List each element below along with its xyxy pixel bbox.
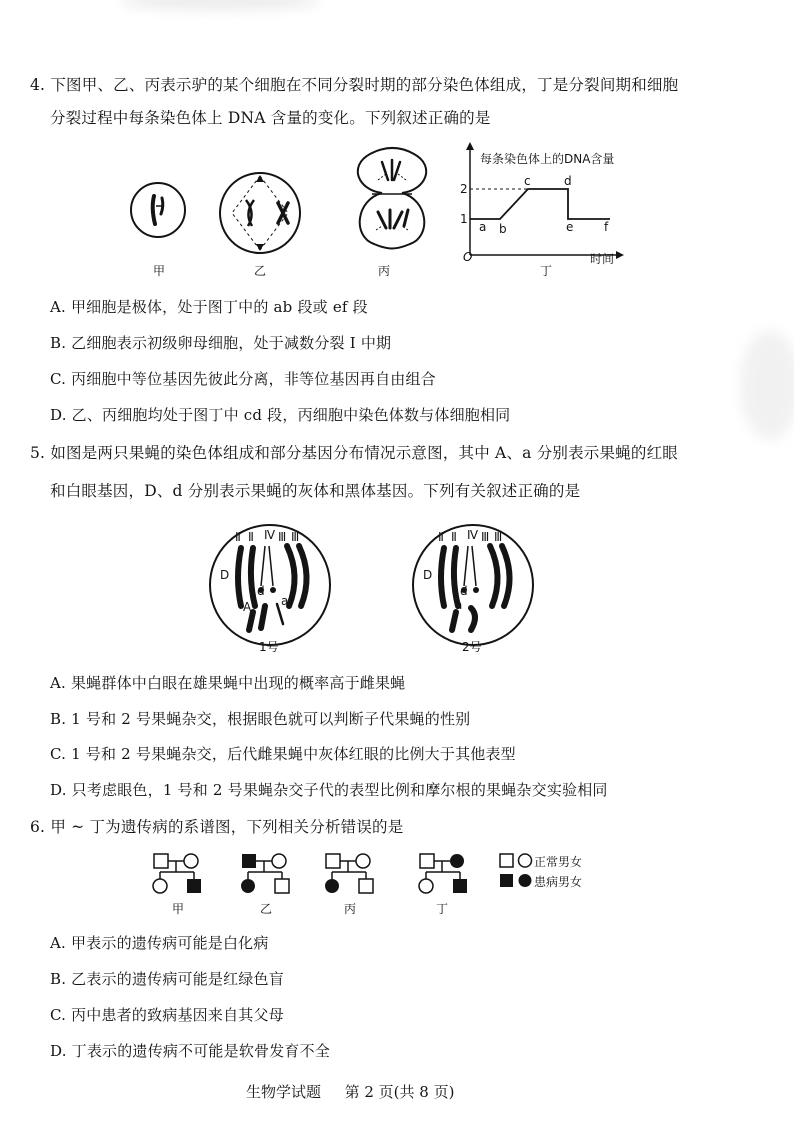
- fly-2-cell: [413, 525, 533, 645]
- fly2-roman-3: Ⅳ: [467, 528, 479, 542]
- caption-yi: 乙: [254, 264, 267, 278]
- fly2-caption: 2号: [462, 640, 482, 654]
- q6-option-a: A. 甲表示的遗传病可能是白化病: [50, 934, 269, 952]
- pedigree-bing: [325, 854, 373, 893]
- fly2-roman-2: Ⅱ: [451, 530, 457, 544]
- scan-smudge: [740, 330, 794, 440]
- q4-option-a: A. 甲细胞是极体，处于图丁中的 ab 段或 ef 段: [50, 298, 368, 316]
- pedigree-ding: [419, 854, 467, 893]
- pedigree-label-yi: 乙: [260, 902, 273, 916]
- caption-bing: 丙: [378, 264, 391, 278]
- fly1-gene-a: a: [281, 594, 289, 608]
- fly2-gene-D: D: [423, 568, 433, 582]
- graph-point-d: d: [564, 174, 572, 188]
- q6-option-b: B. 乙表示的遗传病可能是红绿色盲: [50, 970, 284, 988]
- q4-option-c: C. 丙细胞中等位基因先彼此分离，非等位基因再自由组合: [50, 370, 436, 388]
- q4-stem-line2: 分裂过程中每条染色体上 DNA 含量的变化。下列叙述正确的是: [50, 109, 491, 127]
- legend-symbols: [500, 854, 532, 887]
- cell-jia: [131, 183, 185, 237]
- footer-page: 第 2 页(共 8 页): [344, 1083, 455, 1101]
- caption-jia: 甲: [153, 264, 166, 278]
- pedigree-label-jia: 甲: [172, 902, 185, 916]
- q6-pedigrees: [150, 850, 550, 900]
- graph-point-b: b: [499, 222, 507, 236]
- fly2-gene-d: d: [460, 584, 468, 598]
- fly1-gene-D: D: [220, 568, 230, 582]
- graph-point-a: a: [479, 220, 487, 234]
- q6-option-d: D. 丁表示的遗传病不可能是软骨发育不全: [50, 1042, 331, 1060]
- fly1-caption: 1号: [259, 640, 279, 654]
- q5-option-b: B. 1 号和 2 号果蝇杂交，根据眼色就可以判断子代果蝇的性别: [50, 710, 471, 728]
- q4-option-b: B. 乙细胞表示初级卵母细胞，处于减数分裂 Ⅰ 中期: [50, 334, 392, 352]
- fly-1-cell: [210, 525, 330, 645]
- graph-xlabel: 时间: [590, 252, 615, 266]
- q6-stem-line1: 6. 甲 ~ 丁为遗传病的系谱图，下列相关分析错误的是: [30, 818, 404, 836]
- fly1-roman-4: Ⅲ: [278, 530, 287, 544]
- q5-option-d: D. 只考虑眼色，1 号和 2 号果蝇杂交子代的表型比例和摩尔根的果蝇杂交实验相同: [50, 781, 608, 799]
- fly2-roman-5: Ⅲ: [494, 530, 503, 544]
- fly2-roman-4: Ⅲ: [481, 530, 490, 544]
- scan-smudge: [120, 0, 320, 10]
- footer-subject: 生物学试题: [246, 1083, 322, 1101]
- fly1-roman-2: Ⅱ: [248, 530, 254, 544]
- pedigree-jia: [153, 854, 201, 893]
- q5-option-c: C. 1 号和 2 号果蝇杂交，后代雌果蝇中灰体红眼的比例大于其他表型: [50, 745, 516, 763]
- pedigree-yi: [241, 854, 289, 893]
- pedigree-label-bing: 丙: [344, 902, 357, 916]
- q5-stem-line1: 5. 如图是两只果蝇的染色体组成和部分基因分布情况示意图，其中 A、a 分别表示果蝇的红眼: [30, 444, 679, 462]
- cell-yi: [220, 173, 300, 253]
- fly2-gene-a: a: [455, 598, 463, 612]
- footer: [246, 1081, 454, 1102]
- fly2-roman-1: Ⅱ: [438, 530, 444, 544]
- graph-point-e: e: [566, 220, 574, 234]
- cell-bing: [358, 148, 426, 249]
- q6-option-c: C. 丙中患者的致病基因来自其父母: [50, 1006, 284, 1024]
- q5-option-a: A. 果蝇群体中白眼在雄果蝇中出现的概率高于雌果蝇: [50, 674, 406, 692]
- graph-ylabel: 每条染色体上的DNA含量: [480, 152, 615, 166]
- graph-tick-2: 2: [460, 182, 468, 196]
- fly1-roman-3: Ⅳ: [264, 528, 276, 542]
- caption-ding: 丁: [540, 264, 553, 278]
- graph-point-c: c: [524, 174, 531, 188]
- graph-point-f: f: [604, 220, 609, 234]
- pedigree-label-ding: 丁: [436, 902, 449, 916]
- fly1-gene-A: A: [243, 600, 252, 614]
- fly1-roman-5: Ⅲ: [291, 530, 300, 544]
- legend-normal: 正常男女: [534, 855, 583, 869]
- q4-stem-line1: 4. 下图甲、乙、丙表示驴的某个细胞在不同分裂时期的部分染色体组成，丁是分裂间期和细胞: [30, 76, 679, 94]
- fly1-gene-d: d: [257, 584, 265, 598]
- fly1-roman-1: Ⅱ: [235, 530, 241, 544]
- legend-affected: 患病男女: [534, 875, 583, 889]
- q4-option-d: D. 乙、丙细胞均处于图丁中 cd 段，丙细胞中染色体数与体细胞相同: [50, 406, 511, 424]
- graph-origin: O: [463, 250, 473, 264]
- graph-tick-1: 1: [460, 212, 468, 226]
- q5-stem-line2: 和白眼基因，D、d 分别表示果蝇的灰体和黑体基因。下列有关叙述正确的是: [50, 482, 581, 500]
